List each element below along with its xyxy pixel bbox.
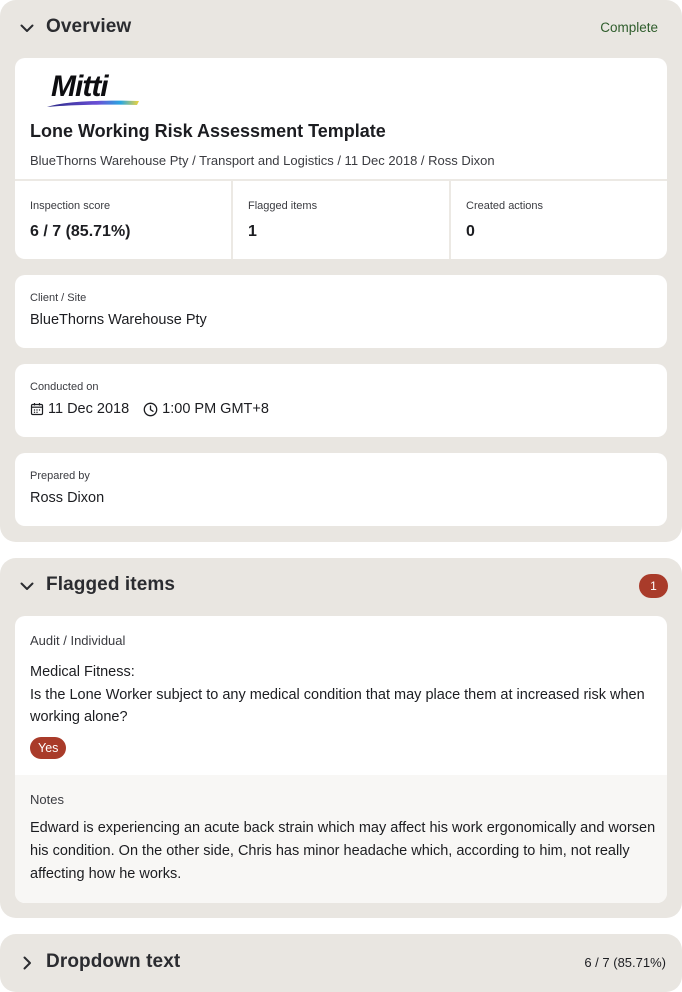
question-title: Medical Fitness: xyxy=(30,664,135,680)
calendar-icon xyxy=(30,402,44,416)
notes-text: Edward is experiencing an acute back strain which may affect his work ergonomically and worsen his condition. On the other side, Chris has minor headache which, according to him, not really affecting how he works. xyxy=(30,820,656,882)
stat-value: 1 xyxy=(248,223,257,240)
clock-icon xyxy=(143,402,158,417)
conducted-on-label: Conducted on xyxy=(30,381,99,393)
stat-label: Created actions xyxy=(466,200,544,212)
notes-label: Notes xyxy=(30,792,64,807)
chevron-down-icon[interactable] xyxy=(18,577,36,595)
client-site-label: Client / Site xyxy=(30,292,87,304)
prepared-by-card xyxy=(15,453,667,526)
question-text: Is the Lone Worker subject to any medical condition that may place them at increased risk when working alone? xyxy=(30,686,645,725)
prepared-by-label: Prepared by xyxy=(30,470,90,482)
status-complete: Complete xyxy=(600,20,658,35)
flagged-item-card xyxy=(15,616,667,903)
stat-value: 6 / 7 (85.71%) xyxy=(30,223,131,240)
stat-created-actions xyxy=(451,181,667,259)
flagged-items-header[interactable] xyxy=(0,558,682,614)
answer-badge: Yes xyxy=(30,737,66,759)
mitti-logo xyxy=(45,70,145,110)
stat-label: Flagged items xyxy=(248,200,318,212)
overview-header[interactable] xyxy=(0,0,682,56)
notes-panel xyxy=(15,775,667,903)
dropdown-score: 6 / 7 (85.71%) xyxy=(584,955,666,970)
overview-title: Overview xyxy=(46,16,132,37)
stat-flagged-items xyxy=(233,181,451,259)
svg-text:Mitti: Mitti xyxy=(51,70,108,103)
item-breadcrumb: Audit / Individual xyxy=(30,633,126,648)
stat-label: Inspection score xyxy=(30,200,111,212)
header-card xyxy=(15,58,667,259)
flagged-count-badge: 1 xyxy=(639,574,668,598)
template-title: Lone Working Risk Assessment Template xyxy=(30,121,386,141)
conducted-time: 1:00 PM GMT+8 xyxy=(162,401,269,417)
client-site-value: BlueThorns Warehouse Pty xyxy=(30,312,207,328)
conducted-date: 11 Dec 2018 xyxy=(48,401,130,417)
stat-inspection-score xyxy=(15,181,233,259)
conducted-on-card xyxy=(15,364,667,437)
flagged-items-title: Flagged items xyxy=(46,574,176,595)
conducted-datetime xyxy=(30,401,269,417)
chevron-right-icon[interactable] xyxy=(18,954,36,972)
client-site-card xyxy=(15,275,667,348)
dropdown-section[interactable] xyxy=(0,934,682,992)
flagged-items-section xyxy=(0,558,682,918)
prepared-by-value: Ross Dixon xyxy=(30,490,105,506)
item-question xyxy=(30,661,650,729)
stat-value: 0 xyxy=(466,223,475,240)
inspection-meta: BlueThorns Warehouse Pty / Transport and Logistics / 11 Dec 2018 / Ross Dixon xyxy=(30,153,495,168)
stats-row xyxy=(15,179,667,259)
chevron-down-icon[interactable] xyxy=(18,19,36,37)
dropdown-title: Dropdown text xyxy=(46,951,181,972)
